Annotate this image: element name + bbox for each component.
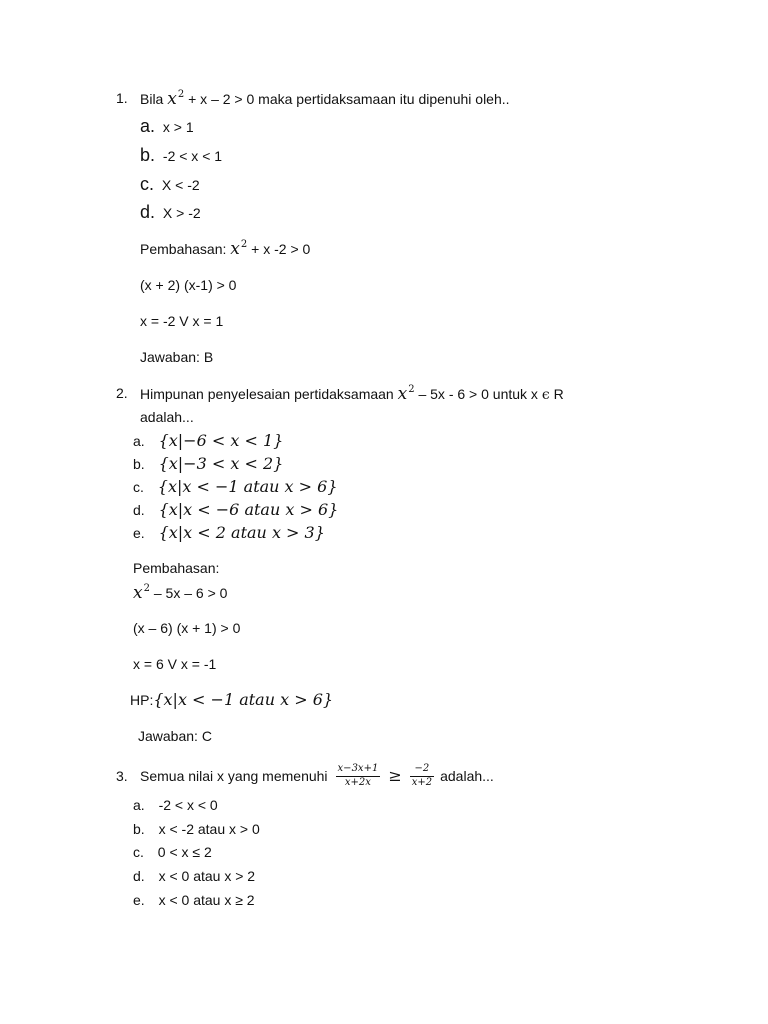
question-stem — [140, 386, 564, 403]
fraction-right — [410, 763, 434, 789]
stem-text: Bila — [140, 91, 164, 107]
solution-set — [130, 692, 333, 708]
question-number: 1. — [116, 90, 128, 106]
option-b[interactable] — [140, 146, 222, 164]
option-text: {x|−6 < x < 1} — [158, 431, 284, 450]
stem-text: R — [553, 386, 564, 402]
exponent: 2 — [408, 384, 415, 395]
math-variable: x — [230, 239, 240, 259]
fraction-denominator: x+2 — [411, 776, 433, 788]
answer: Jawaban: B — [140, 349, 214, 365]
option-text: -2 < x < 0 — [158, 797, 218, 813]
option-text: {x|−3 < x < 2} — [158, 454, 284, 473]
option-text: x < -2 atau x > 0 — [158, 821, 260, 837]
equation — [133, 585, 227, 602]
stem-text: adalah... — [440, 768, 494, 784]
element-of-symbol: ϵ — [541, 387, 550, 403]
option-text: x < 0 atau x > 2 — [158, 868, 256, 884]
hp-set: {x|x < −1 atau x > 6} — [153, 690, 334, 709]
option-text: {x|x < 2 atau x > 3} — [158, 523, 325, 542]
stem-text: Himpunan penyelesaian pertidaksamaan — [140, 386, 394, 402]
question-number: 2. — [116, 385, 128, 401]
option-text: {x|x < −1 atau x > 6} — [157, 477, 338, 496]
option-letter: b. — [133, 456, 145, 472]
option-letter: d. — [140, 202, 156, 222]
option-text: X < -2 — [161, 177, 200, 193]
hp-label: HP: — [130, 692, 154, 708]
option-a[interactable] — [133, 798, 218, 812]
fraction-denominator: x+2x — [344, 776, 371, 788]
option-letter: c. — [133, 479, 144, 495]
option-letter: a. — [140, 116, 156, 136]
option-c[interactable] — [140, 175, 200, 193]
option-d[interactable] — [140, 203, 201, 221]
option-text: x < 0 atau x ≥ 2 — [158, 892, 255, 908]
option-letter: a. — [133, 797, 145, 813]
option-letter: d. — [133, 868, 145, 884]
equation-text: + x -2 > 0 — [251, 241, 311, 257]
pembahasan — [140, 241, 310, 258]
question-stem-line2: adalah... — [140, 409, 194, 425]
equation-text: – 5x – 6 > 0 — [153, 585, 228, 601]
option-e[interactable] — [133, 893, 255, 907]
solution-step: x = -2 V x = 1 — [140, 313, 224, 329]
solution-step: x = 6 V x = -1 — [133, 656, 217, 672]
option-letter: e. — [133, 525, 145, 541]
pembahasan-label: Pembahasan: — [140, 241, 227, 257]
option-b[interactable] — [133, 456, 283, 472]
option-letter: e. — [133, 892, 145, 908]
option-text: 0 < x ≤ 2 — [157, 844, 212, 860]
option-d[interactable] — [133, 869, 255, 883]
option-text: {x|x < −6 atau x > 6} — [158, 500, 339, 519]
math-variable: x — [167, 89, 177, 109]
option-e[interactable] — [133, 525, 325, 541]
math-variable: x — [133, 583, 143, 603]
stem-text: + x – 2 > 0 maka pertidaksamaan itu dipenuhi oleh.. — [188, 91, 510, 107]
option-letter: d. — [133, 502, 145, 518]
option-a[interactable] — [140, 117, 194, 135]
fraction-numerator: x−3x+1 — [336, 763, 381, 777]
exponent: 2 — [143, 583, 150, 594]
fraction-numerator: −2 — [410, 763, 434, 777]
math-variable: x — [397, 384, 408, 404]
geq-symbol: ≥ — [388, 766, 402, 785]
solution-step: (x + 2) (x-1) > 0 — [140, 277, 237, 293]
stem-text: Semua nilai x yang memenuhi — [140, 768, 328, 784]
pembahasan-label: Pembahasan: — [133, 560, 220, 576]
stem-text: – 5x - 6 > 0 untuk x — [418, 386, 538, 402]
fraction-left — [336, 763, 381, 789]
option-a[interactable] — [133, 433, 283, 449]
option-c[interactable] — [133, 479, 338, 495]
option-letter: b. — [140, 145, 156, 165]
option-letter: a. — [133, 433, 145, 449]
exponent: 2 — [240, 239, 248, 250]
option-letter: c. — [140, 174, 155, 194]
option-b[interactable] — [133, 822, 260, 836]
option-c[interactable] — [133, 845, 212, 859]
solution-step: (x – 6) (x + 1) > 0 — [133, 620, 241, 636]
question-stem — [140, 760, 494, 792]
option-text: x > 1 — [162, 119, 194, 135]
exponent: 2 — [177, 89, 185, 100]
option-d[interactable] — [133, 502, 338, 518]
answer: Jawaban: C — [138, 728, 212, 744]
question-stem — [140, 91, 510, 108]
option-text: X > -2 — [162, 205, 201, 221]
option-text: -2 < x < 1 — [162, 148, 223, 164]
question-number: 3. — [116, 768, 128, 784]
option-letter: c. — [133, 844, 144, 860]
option-letter: b. — [133, 821, 145, 837]
